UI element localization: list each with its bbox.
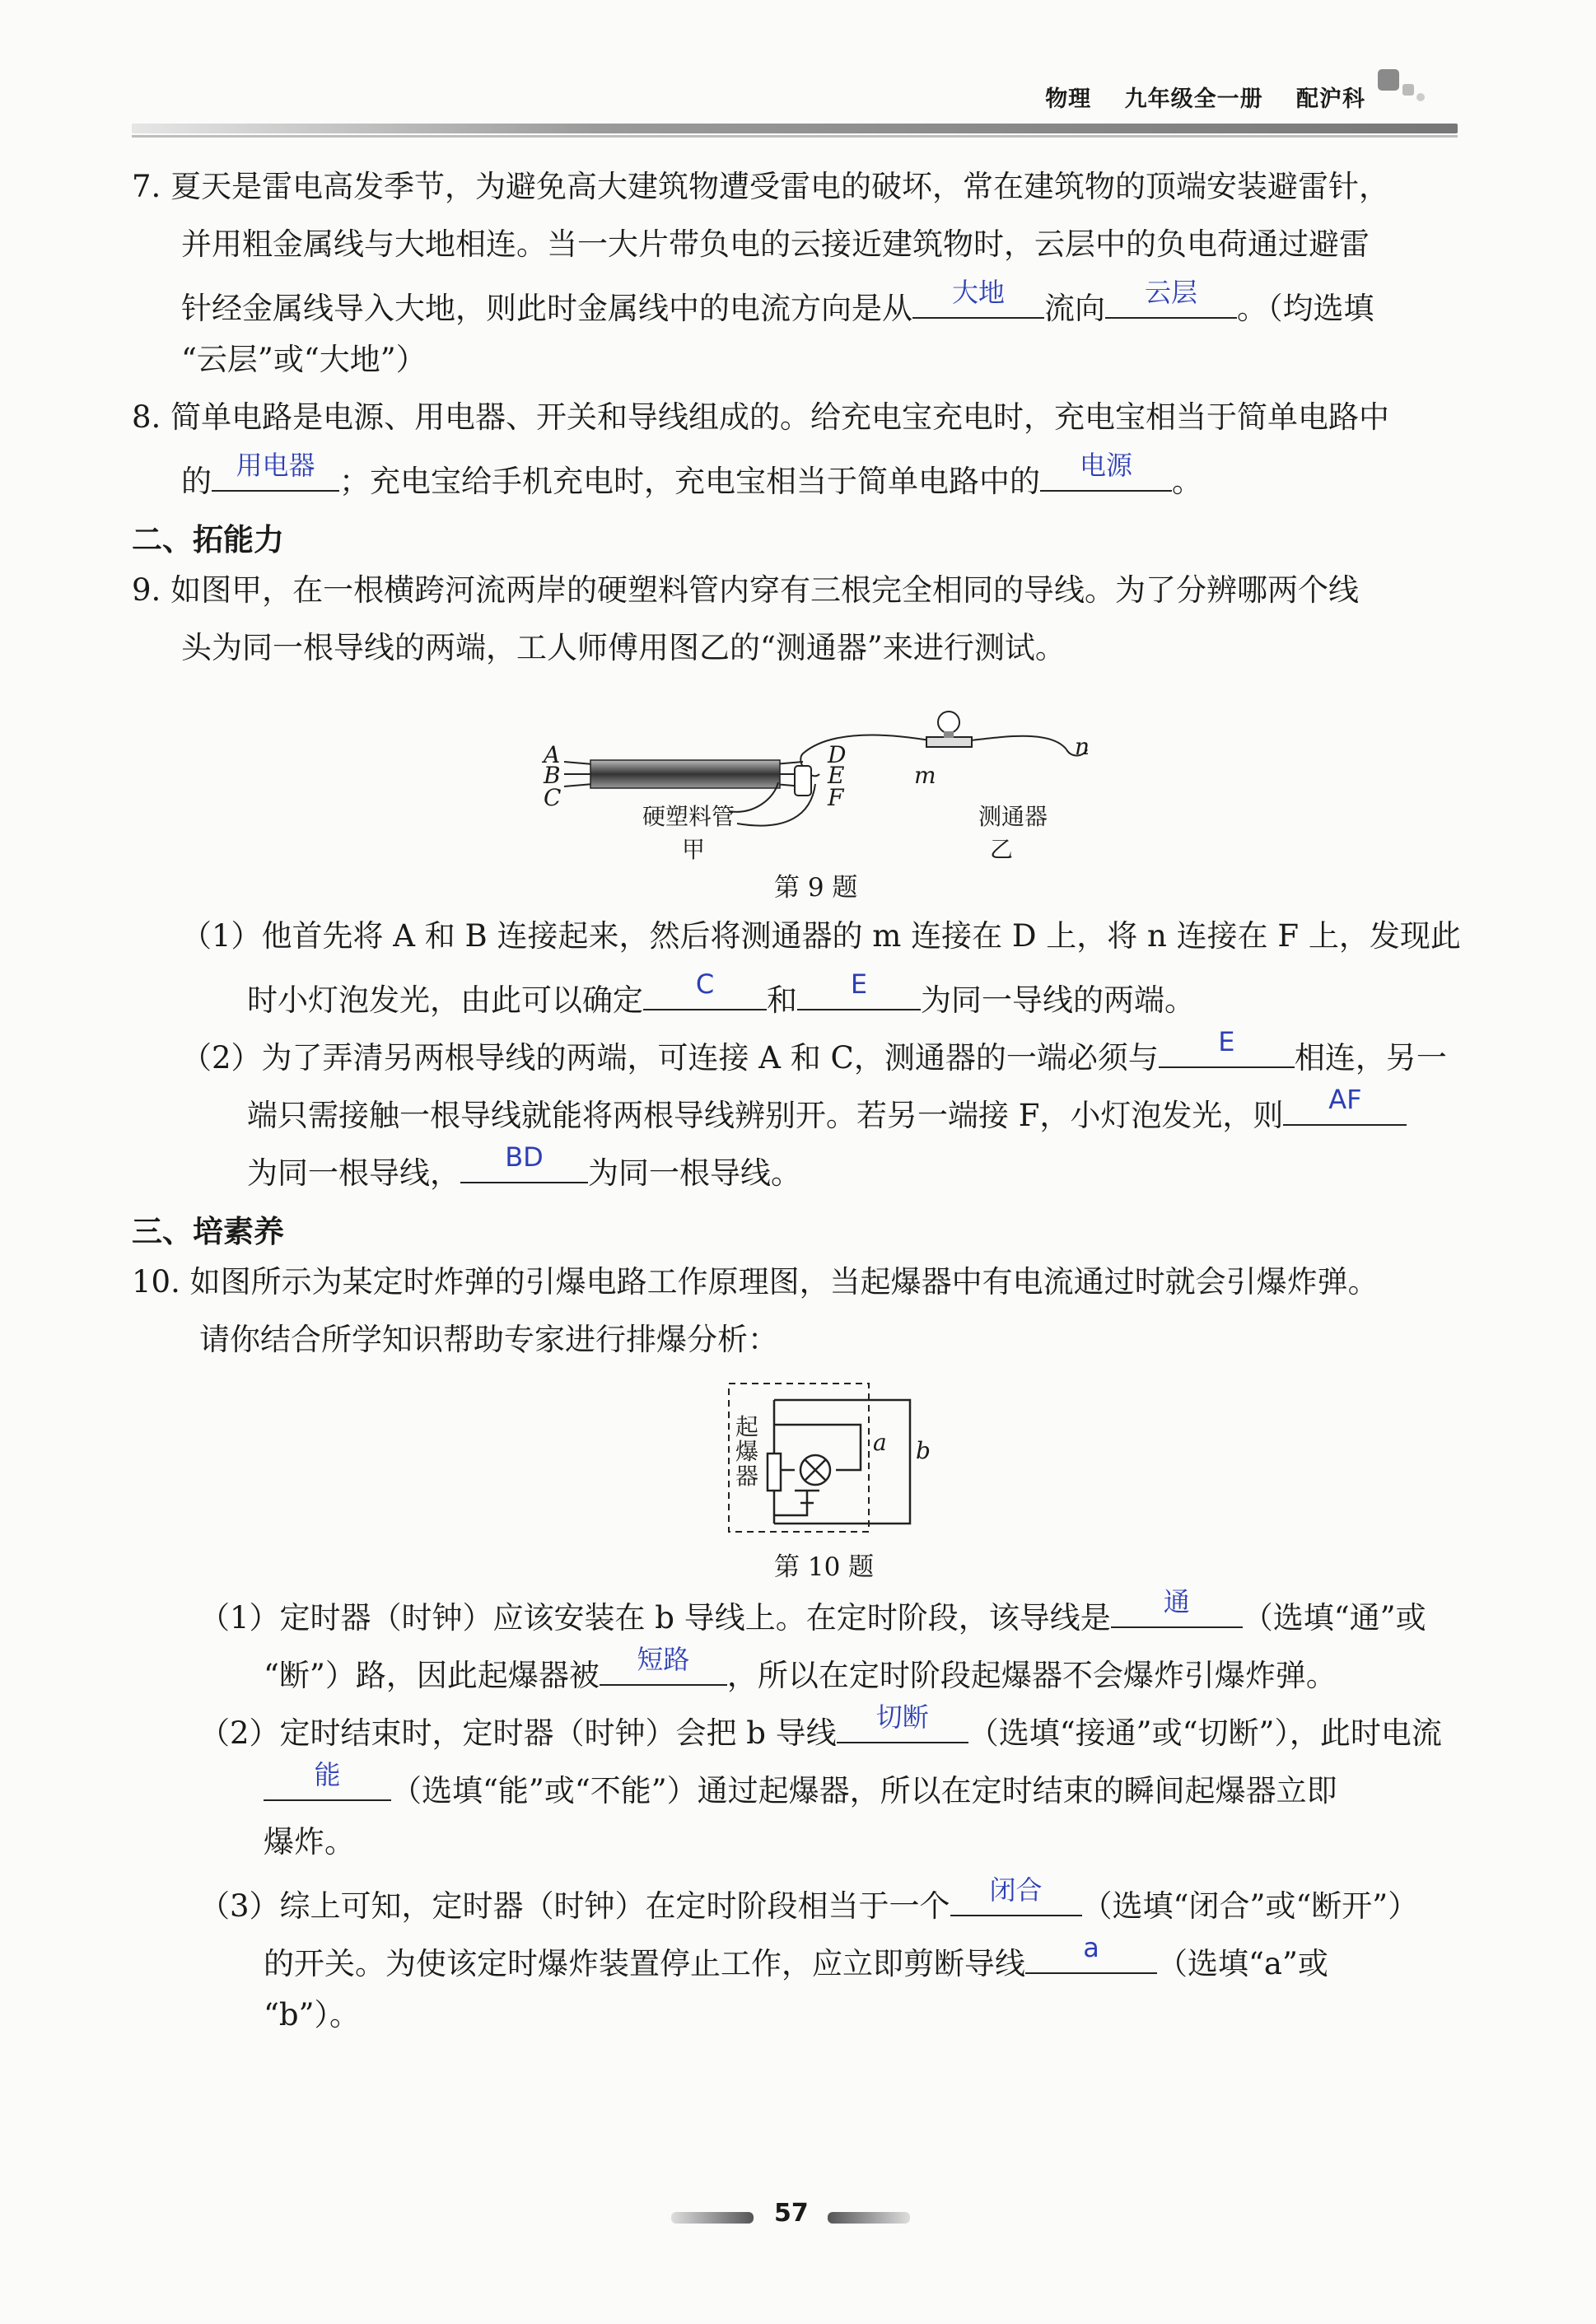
q10-answer-4: 能 — [314, 1759, 341, 1790]
q8-blank-2 — [1040, 450, 1172, 492]
q10-answer-5: 闭合 — [989, 1874, 1043, 1906]
q9-p1-line2 — [247, 968, 1195, 1019]
q9-p2-text-a: （2）为了弄清另两根导线的两端，可连接 A 和 C，测通器的一端必须与 — [181, 1040, 1159, 1076]
q10-p2-line2 — [264, 1759, 1337, 1809]
q9-p2-text-c: 端只需接触一根导线就能将两根导线辨别开。若另一端接 F，小灯泡发光，则 — [247, 1098, 1284, 1133]
label-C: C — [544, 784, 562, 811]
bulb-icon — [938, 712, 959, 733]
q9-p2-text-d: 为同一根导线， — [247, 1155, 460, 1191]
header-subject: 物理 — [1045, 86, 1092, 112]
q9-answer-4: AF — [1328, 1084, 1362, 1115]
q8-answer-1: 用电器 — [236, 450, 315, 481]
label-F: F — [828, 784, 844, 811]
q8-answer-2: 电源 — [1079, 450, 1132, 481]
pipe-label: 硬塑料管 — [642, 803, 735, 830]
q10-p3-line2 — [264, 1932, 1328, 1982]
q9-blank-4 — [1283, 1084, 1407, 1126]
pipe-shape — [590, 760, 780, 788]
q10-answer-1: 通 — [1163, 1586, 1190, 1617]
q10-p3-line3: “b”）。 — [264, 1997, 361, 2032]
q9-blank-2 — [797, 968, 921, 1010]
figure-10-caption: 第 10 题 — [774, 1552, 875, 1582]
q8-text-a: 的 — [181, 464, 212, 499]
q10-answer-6: a — [1083, 1932, 1099, 1963]
label-B: B — [544, 762, 561, 789]
q9-p1-line1: （1）他首先将 A 和 B 连接起来，然后将测通器的 m 连接在 D 上，将 n 连接在 F 上，发现此 — [181, 918, 1461, 954]
detonator-char-2: 爆 — [735, 1438, 758, 1465]
page-header — [1020, 81, 1365, 113]
q10-p3-line1 — [199, 1874, 1419, 1925]
q9-blank-1 — [643, 968, 767, 1010]
header-decoration-icon — [1378, 69, 1427, 110]
q10-p3-text-a: （3）综上可知，定时器（时钟）在定时阶段相当于一个 — [199, 1888, 950, 1924]
q9-p2-text-e: 为同一根导线。 — [588, 1155, 801, 1191]
q10-p2-text-b: （选填“接通”或“切断”），此时电流 — [968, 1715, 1442, 1751]
label-m: m — [914, 762, 936, 789]
q7-line3 — [181, 277, 1374, 327]
q7-line2: 并用粗金属线与大地相连。当一大片带负电的云接近建筑物时，云层中的负电荷通过避雷 — [181, 226, 1370, 262]
q10-blank-4 — [264, 1759, 391, 1801]
q10-p3-text-b: （选填“闭合”或“断开”） — [1081, 1888, 1419, 1924]
q10-blank-6 — [1025, 1932, 1157, 1974]
q9-line1: 9. 如图甲，在一根横跨河流两岸的硬塑料管内穿有三根完全相同的导线。为了分辨哪两个线 — [132, 572, 1360, 608]
header-edition: 配沪科 — [1296, 86, 1365, 112]
q10-p3-text-d: （选填“a”或 — [1157, 1946, 1328, 1981]
q9-answer-1: C — [695, 968, 715, 1000]
q10-p1-text-c: “断”）路，因此起爆器被 — [264, 1658, 600, 1693]
header-rule — [132, 124, 1458, 133]
detonator-label — [735, 1415, 759, 1489]
q9-p2-line2 — [247, 1084, 1407, 1134]
q10-blank-1 — [1111, 1586, 1243, 1628]
q9-p2-text-b: 相连，另一 — [1294, 1040, 1447, 1076]
q10-p1-text-d: ，所以在定时阶段起爆器不会爆炸引爆炸弹。 — [726, 1658, 1337, 1693]
label-D: D — [828, 741, 847, 768]
q10-line2: 请你结合所学知识帮助专家进行排爆分析： — [199, 1322, 778, 1357]
q10-p2-line3: 爆炸。 — [264, 1824, 355, 1860]
q8-text-c: 。 — [1172, 464, 1202, 499]
q9-p2-line3 — [247, 1141, 801, 1192]
q10-blank-2 — [600, 1644, 727, 1686]
q8-text-b: ；充电宝给手机充电时，充电宝相当于简单电路中的 — [339, 464, 1040, 499]
q10-p1-line1 — [199, 1586, 1426, 1636]
label-A: A — [544, 741, 561, 768]
q10-p1-line2 — [264, 1644, 1337, 1694]
q8-line1: 8. 简单电路是电源、用电器、开关和导线组成的。给充电宝充电时，充电宝相当于简单电路中 — [132, 399, 1390, 435]
q9-answer-2: E — [850, 968, 868, 1000]
page-number-decoration-left — [671, 2212, 754, 2224]
q10-line1: 10. 如图所示为某定时炸弹的引爆电路工作原理图，当起爆器中有电流通过时就会引爆炸弹。 — [132, 1264, 1379, 1300]
label-a: a — [873, 1429, 887, 1456]
q10-p1-text-a: （1）定时器（时钟）应该安装在 b 导线上。在定时阶段，该导线是 — [199, 1600, 1111, 1636]
q10-blank-5 — [950, 1874, 1082, 1916]
section-title-3: 三、培素养 — [132, 1214, 284, 1249]
figure-9-caption: 第 9 题 — [774, 873, 858, 903]
q9-p1-text-c: 为同一导线的两端。 — [921, 982, 1195, 1018]
fig-label-yi: 乙 — [990, 836, 1014, 863]
detonator-char-3: 器 — [735, 1463, 758, 1490]
q9-p2-line1 — [181, 1026, 1447, 1076]
q10-p2-text-a: （2）定时结束时，定时器（时钟）会把 b 导线 — [199, 1715, 837, 1751]
q7-answer-2: 云层 — [1144, 277, 1197, 308]
q10-p2-text-c: （选填“能”或“不能”）通过起爆器，所以在定时结束的瞬间起爆器立即 — [391, 1773, 1337, 1808]
q9-answer-3: E — [1218, 1026, 1235, 1057]
q10-p2-line1 — [199, 1701, 1442, 1752]
q7-text-a: 针经金属线导入大地，则此时金属线中的电流方向是从 — [181, 291, 912, 326]
q7-blank-1 — [912, 277, 1044, 319]
label-b: b — [916, 1437, 931, 1464]
section-title-2: 二、拓能力 — [132, 522, 284, 558]
fig-label-jia: 甲 — [682, 836, 706, 863]
label-n: n — [1075, 733, 1090, 760]
q9-blank-3 — [1159, 1026, 1295, 1068]
header-grade: 九年级全一册 — [1124, 86, 1263, 112]
q10-answer-3: 切断 — [875, 1701, 929, 1733]
detonator-char-1: 起 — [735, 1413, 758, 1440]
label-E: E — [828, 762, 845, 789]
q7-text-b: 流向 — [1044, 291, 1105, 326]
q8-line2 — [181, 450, 1202, 500]
q9-p1-text-a: 时小灯泡发光，由此可以确定 — [247, 982, 643, 1018]
q7-text-c: 。（均选填 — [1237, 291, 1374, 326]
q9-line2: 头为同一根导线的两端，工人师傅用图乙的“测通器”来进行测试。 — [181, 630, 1066, 665]
q7-answer-1: 大地 — [951, 277, 1005, 308]
q10-answer-2: 短路 — [637, 1644, 690, 1675]
tester-label: 测通器 — [978, 803, 1048, 830]
detonator-resistor — [768, 1454, 781, 1491]
q10-p1-text-b: （选填“通”或 — [1242, 1600, 1426, 1636]
q7-line4: “云层”或“大地”） — [181, 342, 427, 377]
q7-blank-2 — [1105, 277, 1237, 319]
q8-blank-1 — [212, 450, 339, 492]
page-number-decoration-right — [828, 2212, 910, 2224]
header-rule-thin — [132, 135, 1458, 138]
page-number: 57 — [774, 2199, 809, 2228]
battery-icon — [795, 766, 811, 796]
q9-p1-text-b: 和 — [767, 982, 797, 1018]
q7-line1: 7. 夏天是雷电高发季节，为避免高大建筑物遭受雷电的破坏，常在建筑物的顶端安装避雷针， — [132, 169, 1390, 204]
q9-blank-5 — [460, 1141, 588, 1183]
q10-p3-text-c: 的开关。为使该定时爆炸装置停止工作，应立即剪断导线 — [264, 1946, 1025, 1981]
q9-answer-5: BD — [505, 1141, 544, 1173]
q10-blank-3 — [837, 1701, 968, 1743]
